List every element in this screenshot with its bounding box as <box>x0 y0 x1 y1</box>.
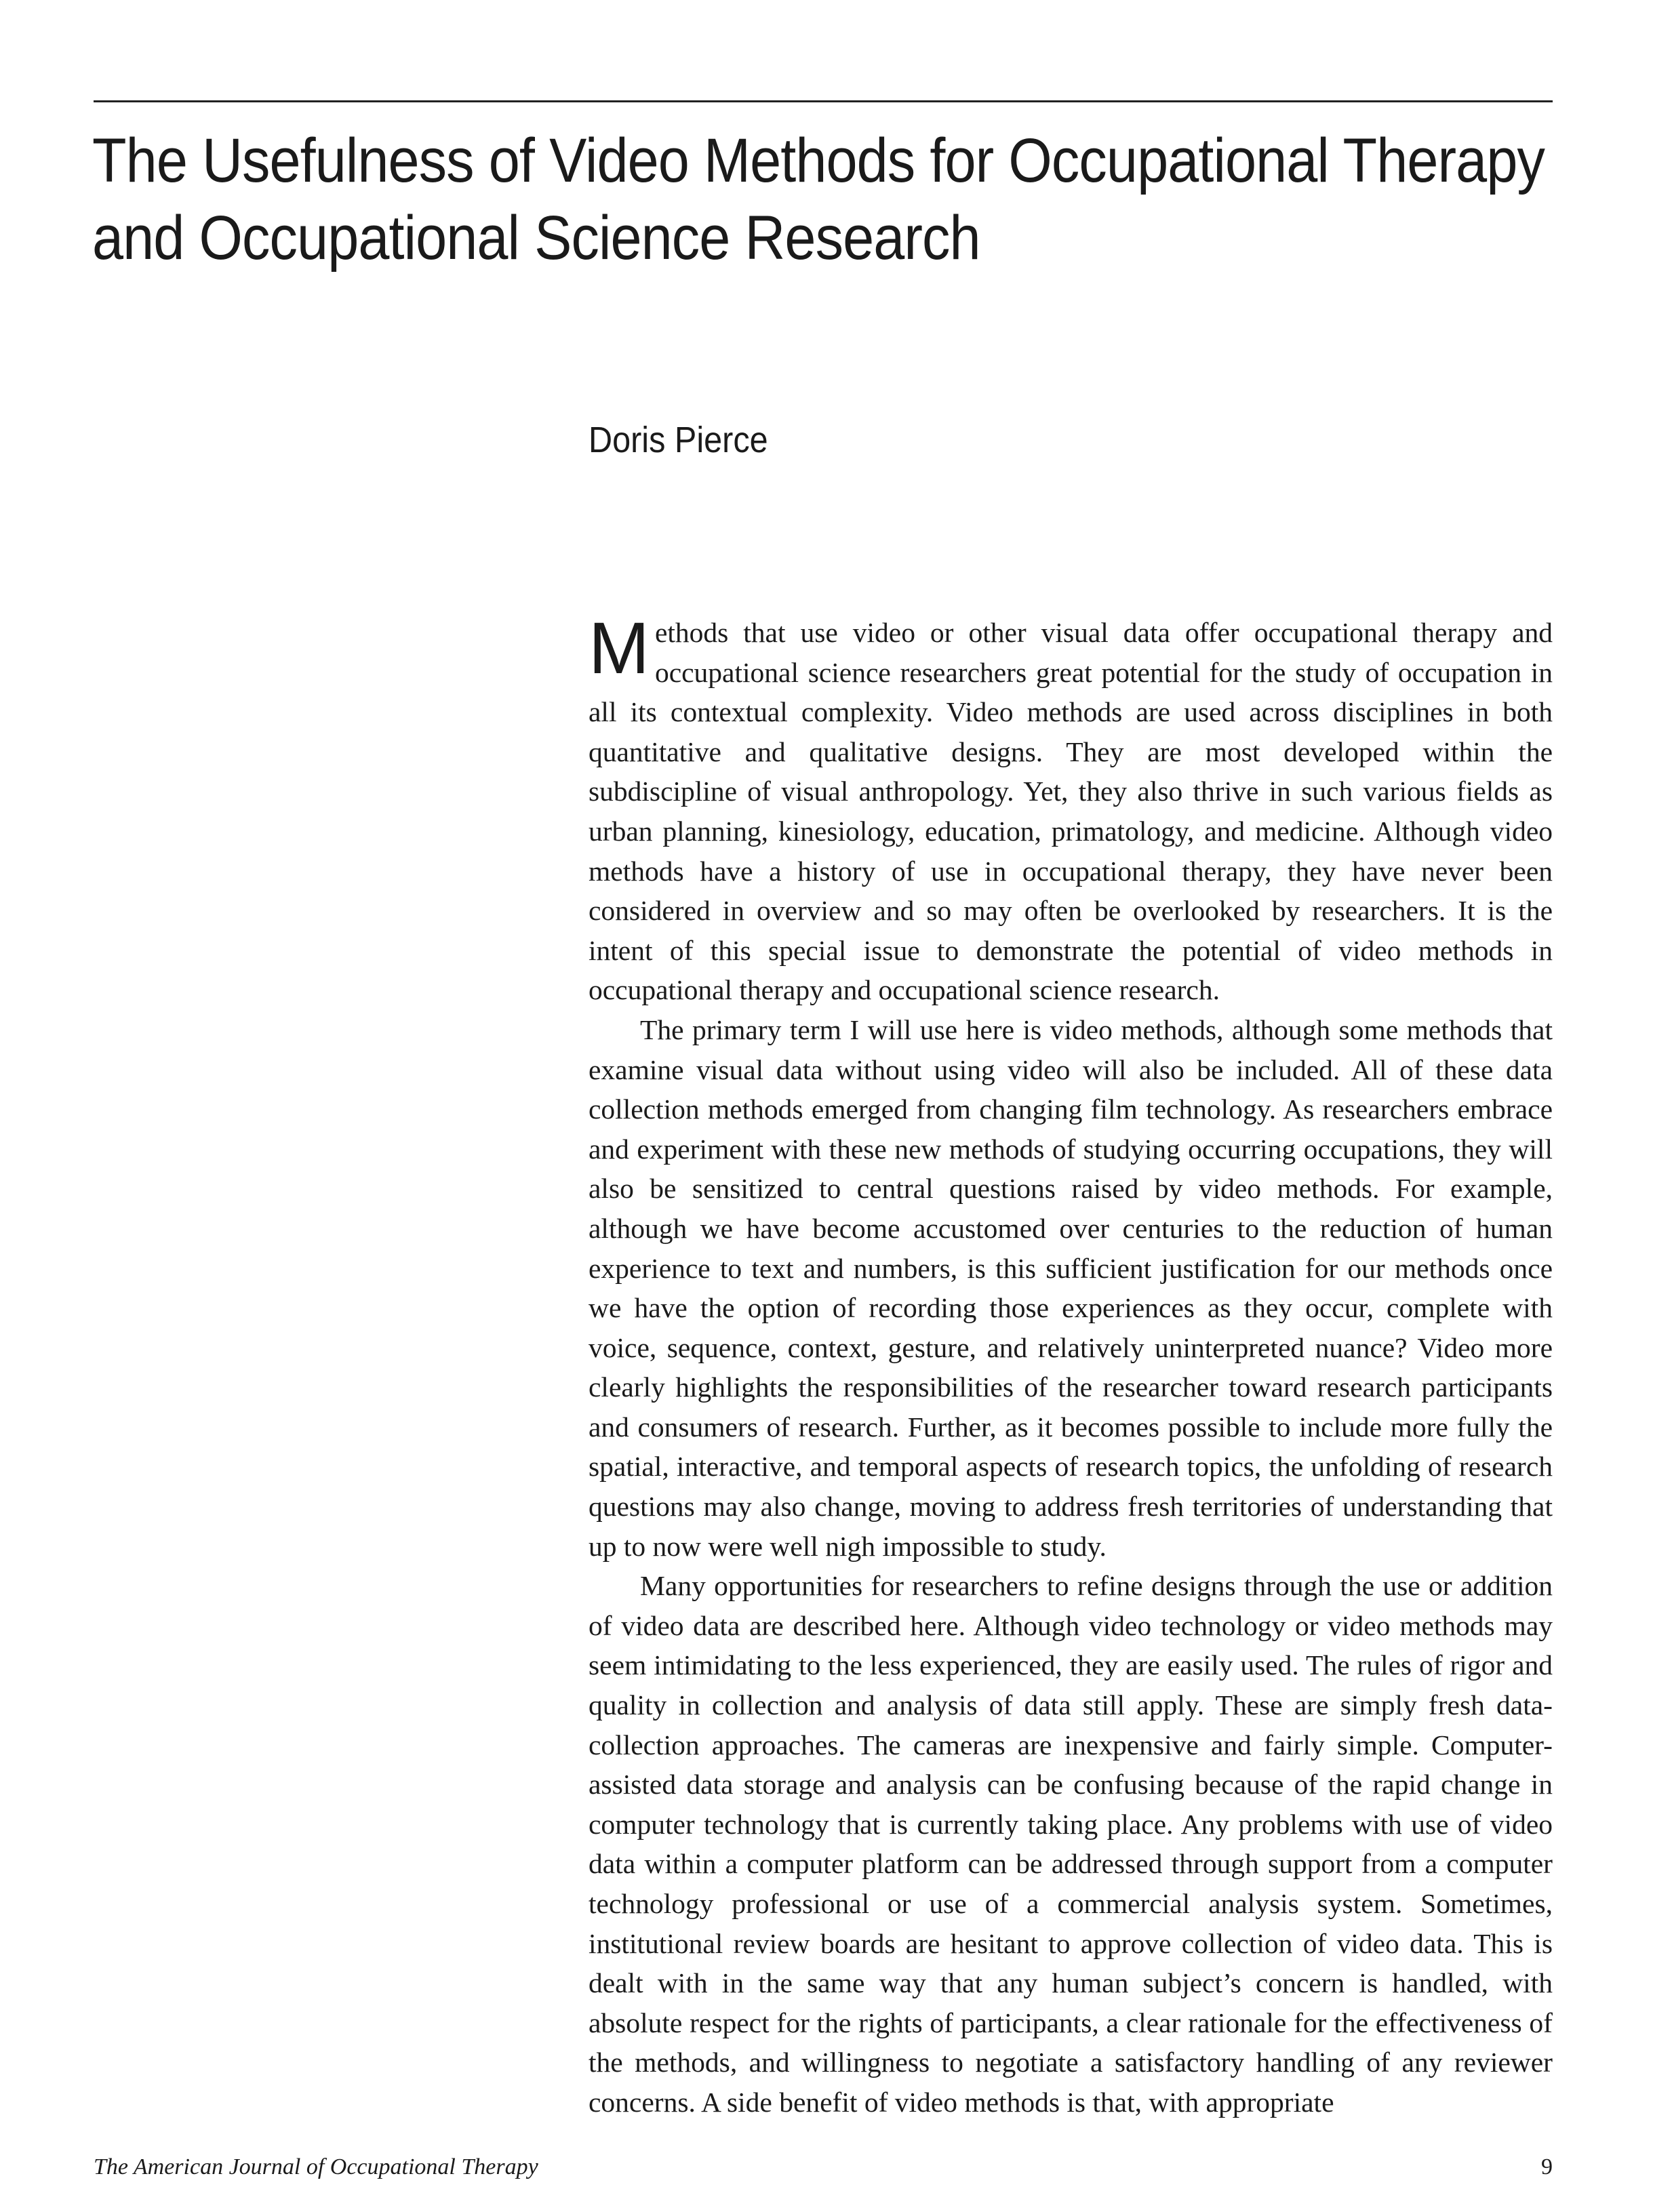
title-line-2: and Occupational Science Research <box>92 203 980 273</box>
page-number: 9 <box>1541 2154 1553 2179</box>
article-title <box>92 122 1545 277</box>
article-body <box>589 607 1553 2123</box>
paragraph-2: The primary term I will use here is video methods, although some methods that examine visual data without using video will also be included. All of these data collection methods emerged from changing film technology. As researchers embrace and experiment with these new methods of studying occurring occupations, they will also be sensitized to central questions raised by video methods. For example, although we have become accustomed over centuries to the reduction of human experience to text and numbers, is this sufficient justification for our methods once we have the option of recording those experiences as they occur, complete with voice, sequence, context, gesture, and relatively uninterpreted nuance? Video more clearly highlights the responsibilities of the researcher toward research participants and consumers of research. Further, as it becomes possible to include more fully the spatial, interactive, and temporal aspects of research topics, the unfolding of research questions may also change, moving to address fresh territories of understanding that up to now were well nigh impossible to study. <box>589 1013 1553 1562</box>
paragraph-3: Many opportunities for researchers to refine designs through the use or addition of video data are described here. Although video technology or video methods may seem intimidating to the less experienced, they are easily used. The rules of rigor and quality in collection and analysis of data still apply. These are simply fresh data-collection approaches. The cameras are inexpensive and fairly simple. Computer-assisted data storage and analysis can be confusing because of the rapid change in computer technology that is currently taking place. Any problems with use of video data within a computer platform can be addressed through support from a computer technology professional or use of a commercial analysis system. Sometimes, institutional review boards are hesitant to approve collection of video data. This is dealt with in the same way that any human subject’s concern is handled, with absolute respect for the rights of participants, a clear rationale for the effectiveness of the methods, and willingness to negotiate a satisfactory handling of any reviewer concerns. A side benefit of video methods is that, with appropriate <box>589 1570 1553 2118</box>
paragraph-1-text: ethods that use video or other visual data offer occupational therapy and occupational science researchers great potential for the study of occupation in all its contextual complexity. Video methods are used across disciplines in both quantitative and qualitative designs. They are most developed within the subdiscipline of visual anthropology. Yet, they also thrive in such various fields as urban planning, kinesiology, education, primatology, and medicine. Although video methods have a history of use in occupational therapy, they have never been considered in overview and so may often be overlooked by researchers. It is the intent of this special issue to demonstrate the potential of video methods in occupational therapy and occupational science research. <box>589 617 1553 1006</box>
journal-name: The American Journal of Occupational Therapy <box>94 2154 538 2179</box>
title-line-1: The Usefulness of Video Methods for Occupational Therapy <box>92 126 1545 195</box>
top-rule <box>94 100 1553 102</box>
author-name: Doris Pierce <box>589 420 768 460</box>
paragraph-1 <box>589 607 1553 1010</box>
drop-cap: M <box>589 607 650 689</box>
